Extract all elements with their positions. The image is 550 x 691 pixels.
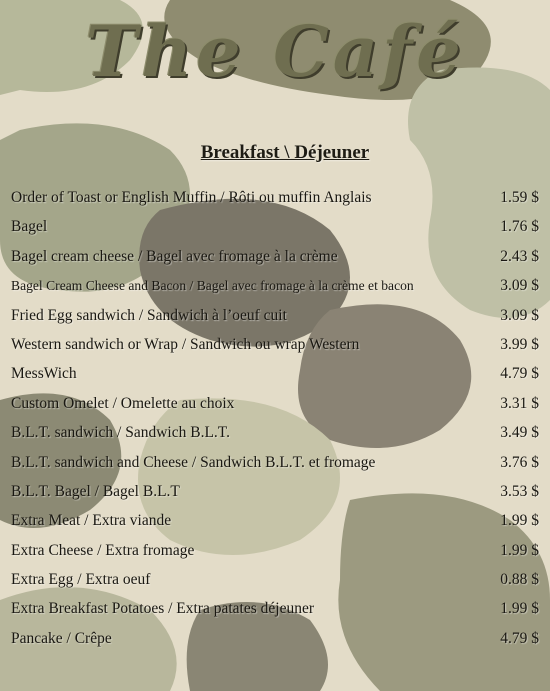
menu-item: [11, 395, 539, 424]
menu-list: [11, 189, 539, 659]
menu-item-name: MessWich: [11, 365, 77, 383]
menu-item-price: 3.31 $: [500, 394, 539, 412]
menu-item-price: 3.99 $: [500, 335, 539, 353]
menu-item: [11, 454, 539, 483]
menu-item-price: 1.76 $: [500, 218, 539, 236]
menu-item-name: Extra Cheese / Extra fromage: [11, 541, 195, 559]
menu-item-name: Western sandwich or Wrap / Sandwich ou wrap Western: [11, 335, 360, 353]
menu-item: [11, 277, 539, 306]
menu-item-name: Extra Breakfast Potatoes / Extra patates déjeuner: [11, 600, 314, 618]
menu-item: [11, 307, 539, 336]
menu-item: [11, 218, 539, 247]
menu-item: [11, 600, 539, 629]
menu-item-price: 1.59 $: [500, 189, 539, 206]
menu-item-price: 1.99 $: [500, 600, 539, 618]
menu-item-price: 0.88 $: [500, 571, 539, 589]
menu-item-name: Bagel: [11, 218, 48, 236]
section-heading-breakfast: Breakfast \ Déjeuner: [200, 142, 370, 163]
menu-item: [11, 483, 539, 512]
menu-item: [11, 189, 539, 218]
menu-item-price: 3.53 $: [500, 482, 539, 500]
menu-item: [11, 571, 539, 600]
menu-item-name: B.L.T. sandwich and Cheese / Sandwich B.L.T. et fromage: [11, 453, 376, 471]
menu-item-name: B.L.T. Bagel / Bagel B.L.T: [11, 482, 180, 500]
menu-item: [11, 424, 539, 453]
menu-item-name: Extra Egg / Extra oeuf: [11, 571, 151, 589]
menu-item-name: Extra Meat / Extra viande: [11, 512, 172, 530]
menu-item-name: Pancake / Crêpe: [11, 629, 112, 647]
menu-item: [11, 512, 539, 541]
menu-item-price: 4.79 $: [500, 629, 539, 647]
menu-item-price: 3.09 $: [500, 306, 539, 324]
menu-item-price: 3.49 $: [500, 424, 539, 442]
menu-item-name: Custom Omelet / Omelette au choix: [11, 394, 235, 412]
menu-item-name: B.L.T. sandwich / Sandwich B.L.T.: [11, 424, 230, 442]
menu-item-name: Fried Egg sandwich / Sandwich à l’oeuf cuit: [11, 306, 287, 324]
menu-item-name: Bagel Cream Cheese and Bacon / Bagel avec fromage à la crème et bacon: [11, 278, 414, 294]
menu-item-price: 2.43 $: [500, 247, 539, 265]
menu-item: [11, 542, 539, 571]
menu-item-price: 4.79 $: [500, 365, 539, 383]
menu-item-price: 1.99 $: [500, 541, 539, 559]
menu-item-name: Bagel cream cheese / Bagel avec fromage à la crème: [11, 247, 338, 265]
menu-item-price: 1.99 $: [500, 512, 539, 530]
menu-item: [11, 336, 539, 365]
menu-item-name: Order of Toast or English Muffin / Rôti ou muffin Anglais: [11, 189, 372, 206]
cafe-title: The Café: [85, 10, 465, 93]
menu-item-price: 3.09 $: [500, 277, 539, 295]
menu-item: [11, 248, 539, 277]
menu-item-price: 3.76 $: [500, 453, 539, 471]
menu-item: [11, 365, 539, 394]
menu-item: [11, 630, 539, 659]
